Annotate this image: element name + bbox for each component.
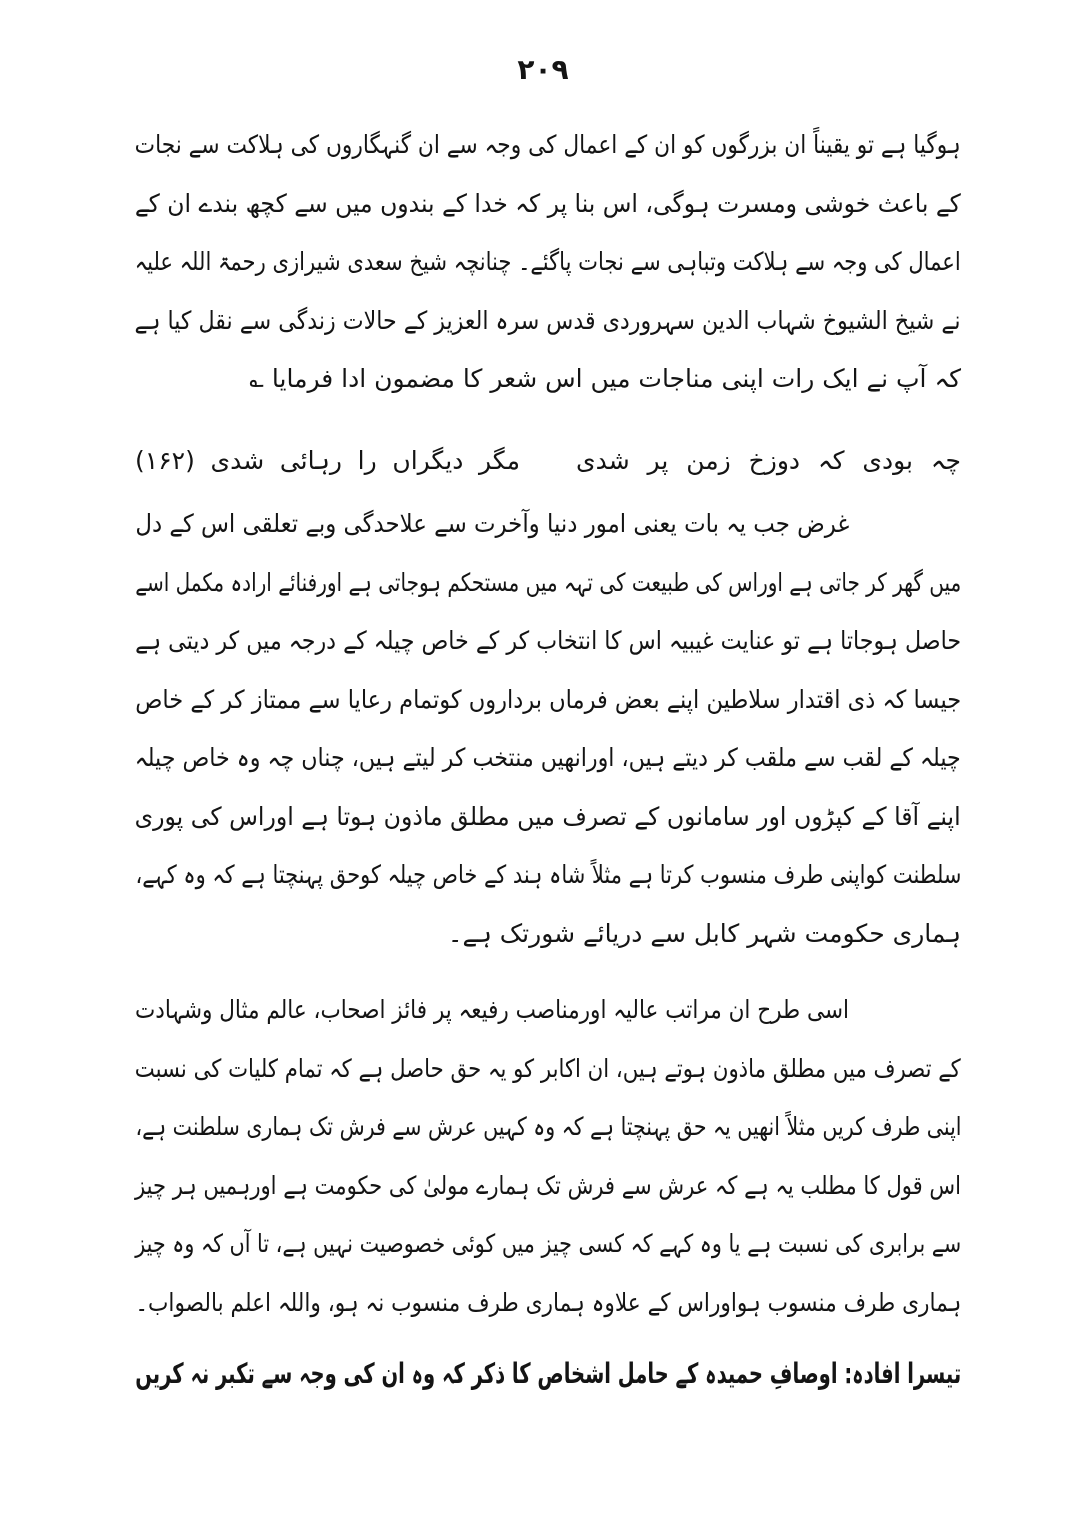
text-line <box>135 292 961 351</box>
text-line <box>135 116 961 175</box>
text-line <box>135 1040 961 1099</box>
text-line <box>135 1274 961 1333</box>
hemistich-words: مگر دیگراں را رہائی شدی <box>210 445 520 475</box>
text-line <box>135 788 961 847</box>
text-line <box>135 846 961 905</box>
text-line <box>135 612 961 671</box>
text-line <box>135 729 961 788</box>
text-line <box>135 1098 961 1157</box>
paragraph <box>135 981 961 1332</box>
text-line <box>135 233 961 292</box>
text-line <box>135 495 961 554</box>
line-text: اپنی طرف کریں مثلاً انھیں یہ حق پہنچتا ہے کہ وہ کہیں عرش سے فرش تک ہماری سلطنت ہے، <box>135 1112 961 1141</box>
text-line <box>135 175 961 234</box>
text-line <box>135 981 961 1040</box>
hemistich-text <box>135 432 520 491</box>
page-body <box>135 116 961 1404</box>
line-text: کہ آپ نے ایک رات اپنی مناجات میں اس شعر کا مضمون ادا فرمایا ؎ <box>249 364 961 393</box>
hemistich-text: چہ بودی کہ دوزخ زمن پر شدی <box>576 445 961 475</box>
line-text: نے شیخ الشیوخ شہاب الدین سہروردی قدس سرہ العزیز کے حالات زندگی سے نقل کیا ہے <box>135 305 961 335</box>
verse-couplet <box>135 432 961 491</box>
text-line <box>135 1215 961 1274</box>
line-text: حاصل ہوجاتا ہے تو عنایت غیبیہ اس کا انتخاب کر کے خاص چیلہ کے درجہ میں کر دیتی ہے <box>135 626 961 655</box>
line-text: ہماری حکومت شہر کابل سے دریائے شورتک ہے۔ <box>447 918 961 948</box>
line-text: سلطنت کواپنی طرف منسوب کرتا ہے مثلاً شاہ ہند کے خاص چیلہ کوحق پہنچتا ہے کہ وہ کہے، <box>135 860 961 889</box>
paragraph <box>135 495 961 963</box>
line-text: اپنے آقا کے کپڑوں اور سامانوں کے تصرف میں مطلق ماذون ہوتا ہے اوراس کی پوری <box>135 801 961 831</box>
line-text: اس قول کا مطلب یہ ہے کہ عرش سے فرش تک ہمارے مولیٰ کی حکومت ہے اورہمیں ہر چیز <box>135 1170 961 1200</box>
line-text: ہماری طرف منسوب ہواوراس کے علاوہ ہماری طرف منسوب نہ ہو، واللہ اعلم بالصواب۔ <box>135 1287 961 1317</box>
page-number: ۲۰۹ <box>517 53 569 86</box>
line-text: میں گھر کر جاتی ہے اوراس کی طبیعت کی تہہ میں مستحکم ہوجاتی ہے اورفنائے ارادہ مکمل اسے <box>135 567 961 597</box>
line-text: چیلہ کے لقب سے ملقب کر دیتے ہیں، اورانھیں منتخب کر لیتے ہیں، چناں چہ وہ خاص چیلہ <box>135 743 961 772</box>
heading-text: تیسرا افادہ: اوصافِ حمیدہ کے حامل اشخاص کا ذکر کہ وہ ان کی وجہ سے تکبر نہ کریں <box>135 1357 961 1390</box>
text-line <box>135 350 961 409</box>
paragraph <box>135 116 961 409</box>
line-text: اسی طرح ان مراتب عالیہ اورمناصب رفیعہ پر فائز اصحاب، عالم مثال وشہادت <box>135 995 849 1024</box>
line-text: ہوگیا ہے تو یقیناً ان بزرگوں کو ان کے اعمال کی وجہ سے ان گنہگاروں کی ہلاکت سے نجات <box>135 130 961 159</box>
line-text: سے برابری کی نسبت ہے یا وہ کہے کہ کسی چیز میں کوئی خصوصیت نہیں ہے، تا آں کہ وہ چیز <box>135 1229 961 1258</box>
text-line <box>135 905 961 964</box>
verse-hemistich-first <box>576 432 961 491</box>
verse-hemistich-second <box>135 432 520 491</box>
line-text: کے تصرف میں مطلق ماذون ہوتے ہیں، ان اکابر کو یہ حق حاصل ہے کہ تمام کلیات کی نسبت <box>135 1053 961 1083</box>
text-line <box>135 554 961 613</box>
section-heading <box>135 1345 961 1404</box>
line-text: غرض جب یہ بات یعنی امور دنیا وآخرت سے علاحدگی وبے تعلقی اس کے دل <box>135 509 849 538</box>
text-line <box>135 671 961 730</box>
line-text: کے باعث خوشی ومسرت ہوگی، اس بنا پر کہ خدا کے بندوں میں سے کچھ بندے ان کے <box>135 188 961 218</box>
line-text: اعمال کی وجہ سے ہلاکت وتباہی سے نجات پاگئے۔ چنانچہ شیخ سعدی شیرازی رحمۃ اللہ علیہ <box>135 247 961 276</box>
text-line <box>135 1157 961 1216</box>
line-text: جیسا کہ ذی اقتدار سلاطین اپنے بعض فرماں برداروں کوتمام رعایا سے ممتاز کر کے خاص <box>135 684 961 714</box>
verse-reference-number: (۱۶۲) <box>135 445 195 475</box>
